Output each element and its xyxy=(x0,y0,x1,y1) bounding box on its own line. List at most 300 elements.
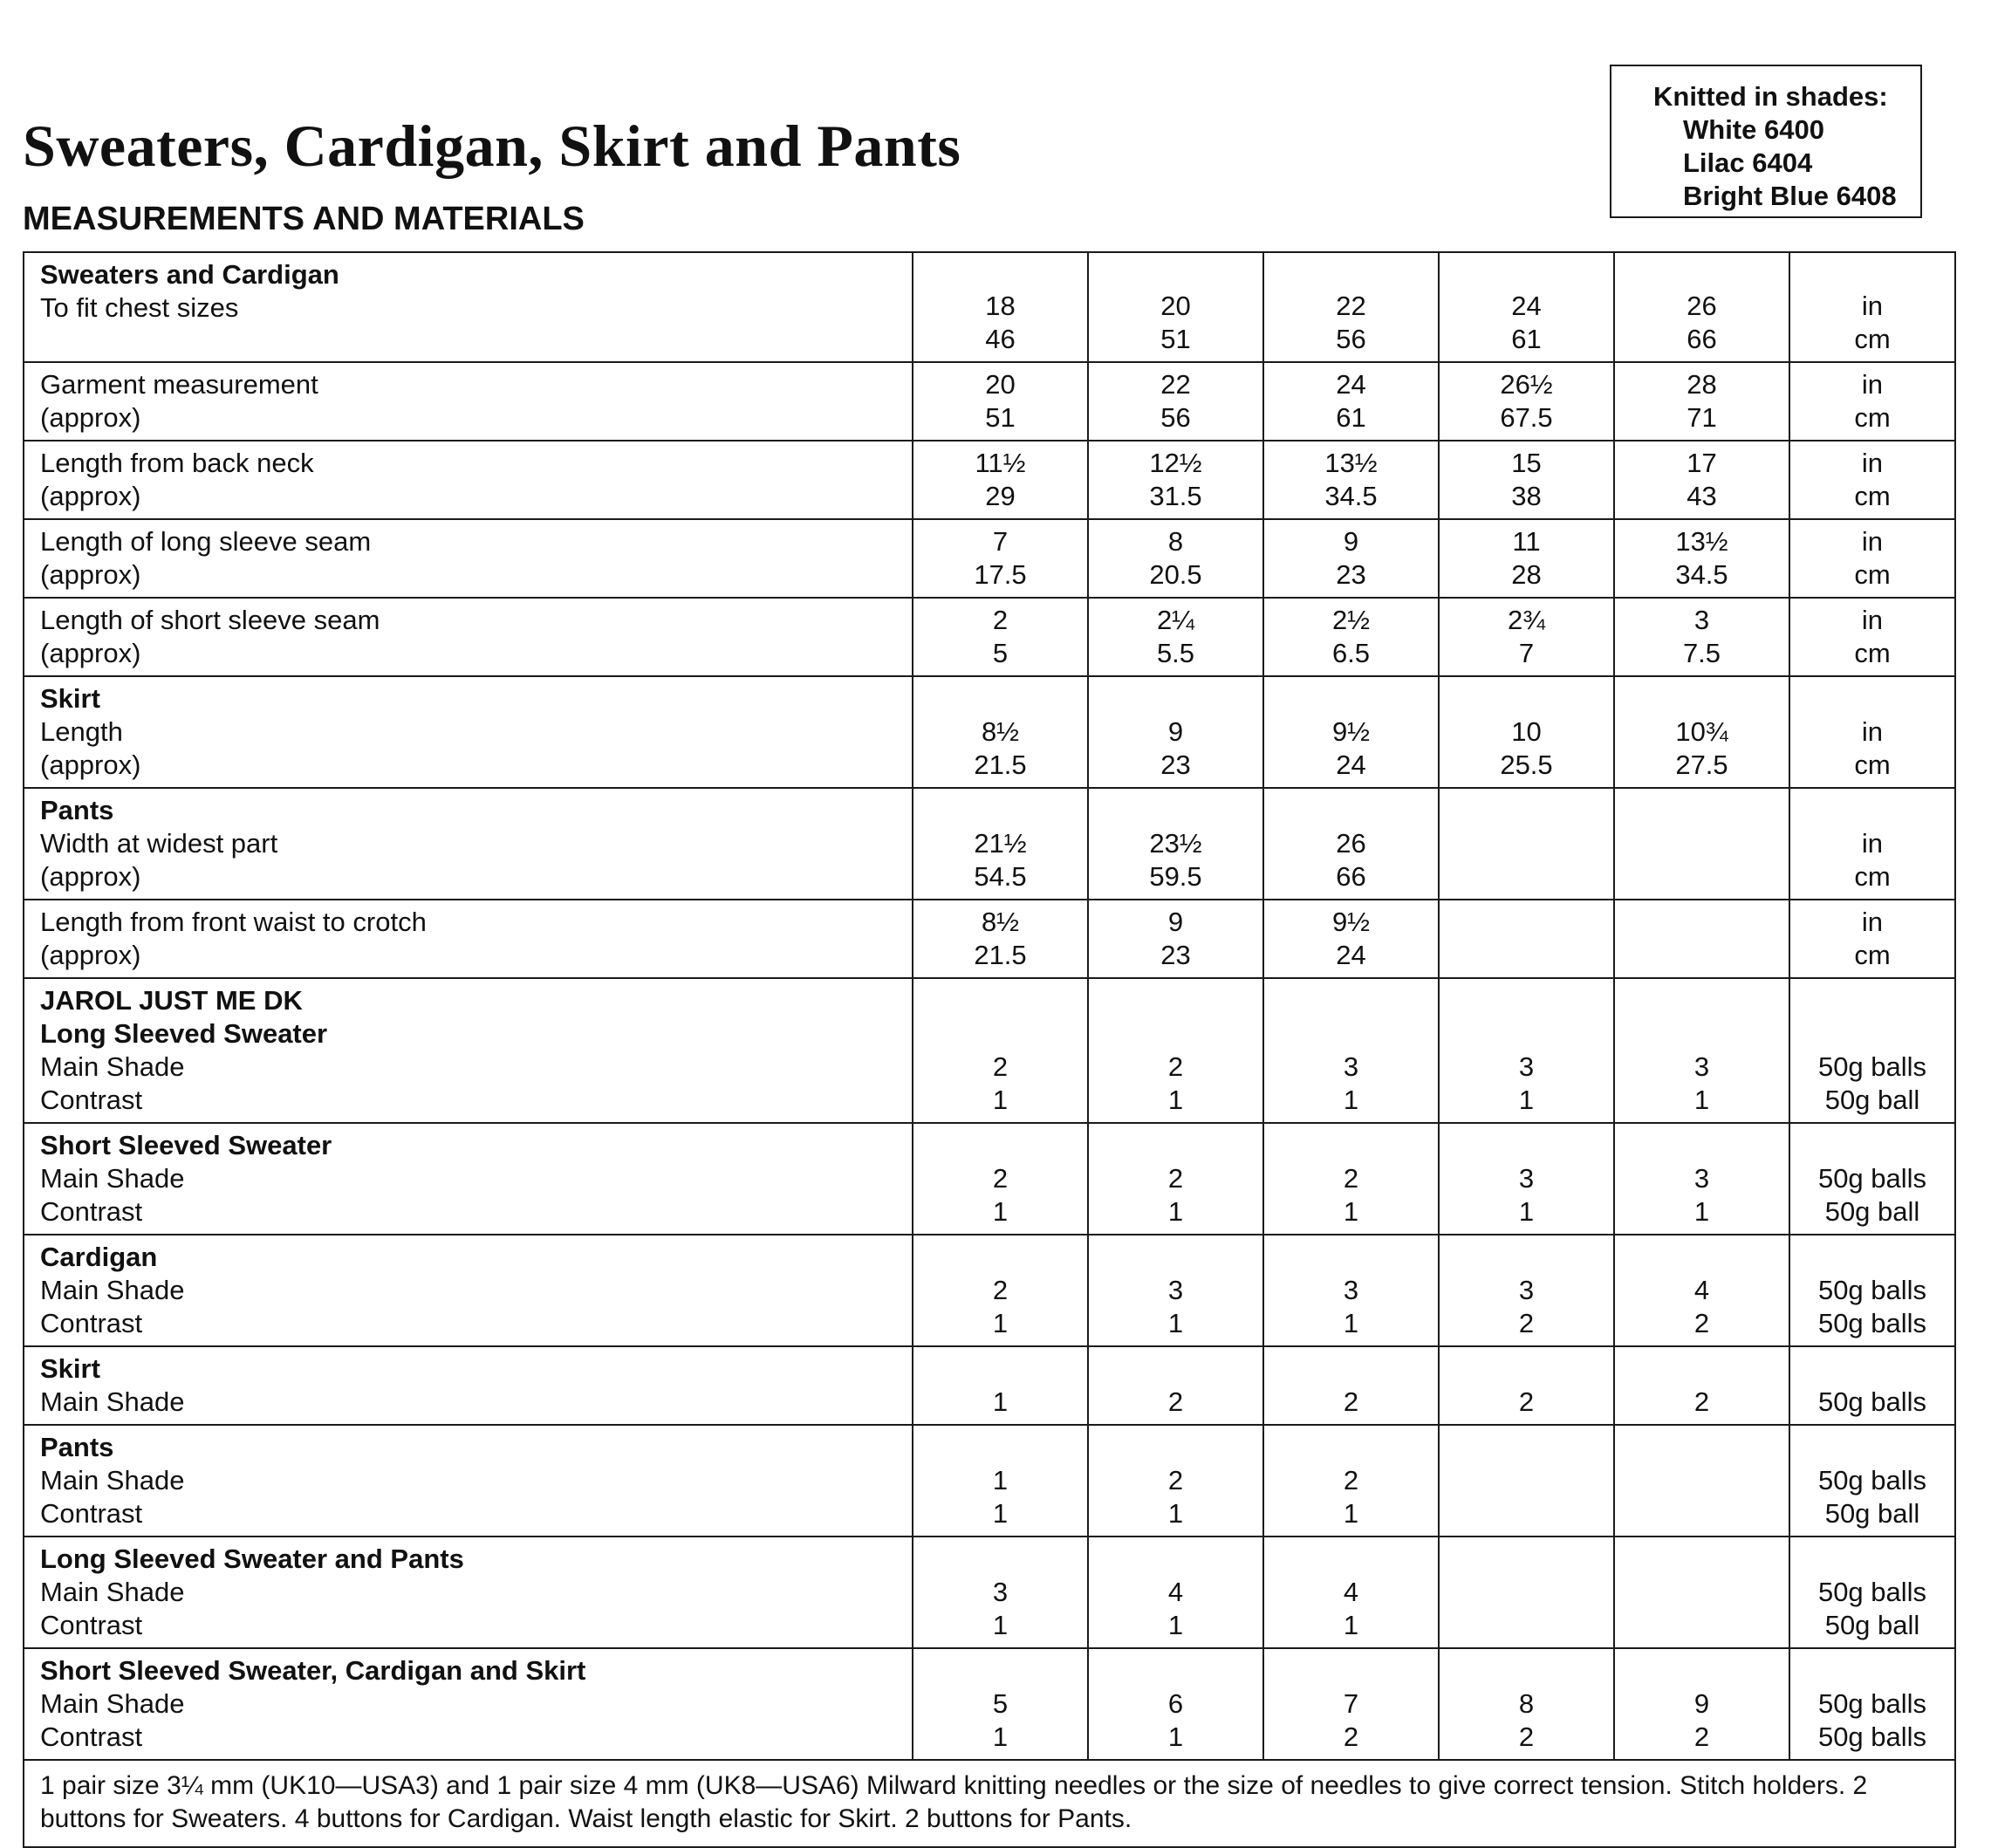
row-label xyxy=(24,441,913,519)
cell-value: 1 xyxy=(992,1085,1009,1115)
cell-value: 2 xyxy=(1518,1386,1535,1417)
size-cell xyxy=(913,1425,1088,1537)
unit-label: 50g balls xyxy=(1817,1688,1927,1719)
cell-value: 71 xyxy=(1687,402,1717,433)
cell-value: 8½ xyxy=(981,716,1020,747)
row-label-line: (approx) xyxy=(40,861,141,892)
materials-footer-row xyxy=(24,1760,1955,1847)
cell-value: 2 xyxy=(992,1275,1009,1305)
row-label-line: Main Shade xyxy=(40,1275,185,1305)
table-row xyxy=(24,1537,1955,1648)
cell-value: 2 xyxy=(1343,1465,1359,1496)
shades-box xyxy=(1610,65,1922,218)
cell-value: 20 xyxy=(1160,291,1191,321)
table-row xyxy=(24,441,1955,519)
cell-value: 31.5 xyxy=(1149,481,1202,511)
cell-value: 1 xyxy=(1343,1196,1359,1227)
cell-value: 9½ xyxy=(1331,716,1371,747)
cell-value: 5.5 xyxy=(1156,638,1195,668)
cell-value: 1 xyxy=(992,1721,1009,1752)
row-label-line: (approx) xyxy=(40,481,141,511)
unit-label: 50g ball xyxy=(1824,1196,1920,1227)
cell-value: 66 xyxy=(1336,861,1366,892)
cell-value: 61 xyxy=(1511,324,1542,354)
cell-value: 2 xyxy=(1693,1308,1710,1338)
size-cell xyxy=(1614,441,1789,519)
section-subtitle: MEASUREMENTS AND MATERIALS xyxy=(23,201,585,237)
size-cell xyxy=(1263,900,1439,978)
unit-label: 50g balls xyxy=(1817,1577,1927,1607)
size-cell xyxy=(1263,978,1439,1123)
cell-value: 59.5 xyxy=(1149,861,1202,892)
cell-value: 1 xyxy=(992,1465,1009,1496)
row-label xyxy=(24,676,913,788)
size-cell xyxy=(1439,1123,1614,1235)
cell-value: 11 xyxy=(1512,526,1541,557)
cell-value: 1 xyxy=(992,1610,1009,1640)
size-cell xyxy=(913,900,1088,978)
cell-value: 1 xyxy=(1343,1498,1359,1529)
cell-value: 7 xyxy=(1518,638,1535,668)
size-cell xyxy=(1614,598,1789,676)
shade-white: White 6400 xyxy=(1683,114,1824,145)
shade-lilac: Lilac 6404 xyxy=(1683,147,1813,178)
cell-value: 2 xyxy=(992,1051,1009,1082)
unit-label: cm xyxy=(1854,559,1891,590)
size-cell xyxy=(1088,598,1263,676)
unit-label: cm xyxy=(1854,324,1891,354)
row-label xyxy=(24,519,913,598)
size-cell xyxy=(1614,252,1789,362)
size-cell xyxy=(1439,598,1614,676)
size-cell xyxy=(1088,441,1263,519)
size-cell xyxy=(1263,1648,1439,1760)
cell-value: 2 xyxy=(1343,1386,1359,1417)
size-cell xyxy=(1614,1123,1789,1235)
unit-cell xyxy=(1789,252,1955,362)
row-label xyxy=(24,1537,913,1648)
size-cell xyxy=(1263,676,1439,788)
cell-value: 24 xyxy=(1336,369,1366,400)
row-label-line: Main Shade xyxy=(40,1163,185,1194)
row-heading: Cardigan xyxy=(40,1242,158,1272)
cell-value: 2 xyxy=(1167,1386,1184,1417)
row-label-line: Length of short sleeve seam xyxy=(40,605,380,635)
row-label xyxy=(24,1425,913,1537)
cell-value: 51 xyxy=(985,402,1016,433)
size-cell xyxy=(913,441,1088,519)
row-label-line: Length xyxy=(40,716,123,747)
table-row xyxy=(24,900,1955,978)
measurements-table xyxy=(23,251,1956,1848)
cell-value: 2 xyxy=(1343,1721,1359,1752)
size-cell xyxy=(1263,788,1439,900)
cell-value: 2 xyxy=(1518,1721,1535,1752)
size-cell xyxy=(1088,1123,1263,1235)
size-cell xyxy=(1439,978,1614,1123)
size-cell xyxy=(1088,900,1263,978)
unit-cell xyxy=(1789,978,1955,1123)
cell-value: 20.5 xyxy=(1149,559,1202,590)
unit-cell xyxy=(1789,1537,1955,1648)
size-cell xyxy=(1088,252,1263,362)
table-row xyxy=(24,598,1955,676)
size-cell xyxy=(1088,519,1263,598)
unit-label: 50g balls xyxy=(1817,1386,1927,1417)
cell-value: 13½ xyxy=(1324,448,1378,478)
unit-cell xyxy=(1789,598,1955,676)
cell-value: 38 xyxy=(1511,481,1542,511)
cell-value: 24 xyxy=(1336,749,1366,780)
cell-value: 5 xyxy=(992,1688,1009,1719)
cell-value: 20 xyxy=(985,369,1016,400)
row-label-line: Length of long sleeve seam xyxy=(40,526,372,557)
row-label-line: Length from back neck xyxy=(40,448,314,478)
cell-value: 2 xyxy=(1167,1051,1184,1082)
cell-value: 29 xyxy=(985,481,1016,511)
unit-label: 50g balls xyxy=(1817,1275,1927,1305)
size-cell xyxy=(1263,1425,1439,1537)
cell-value: 12½ xyxy=(1149,448,1202,478)
row-heading: Pants xyxy=(40,1432,114,1462)
unit-cell xyxy=(1789,519,1955,598)
unit-label: 50g balls xyxy=(1817,1051,1927,1082)
cell-value: 10 xyxy=(1511,716,1542,747)
cell-value: 1 xyxy=(992,1308,1009,1338)
size-cell xyxy=(1088,362,1263,441)
unit-cell xyxy=(1789,441,1955,519)
size-cell xyxy=(1614,788,1789,900)
cell-value: 24 xyxy=(1511,291,1542,321)
row-heading: Short Sleeved Sweater, Cardigan and Skirt xyxy=(40,1655,586,1686)
unit-cell xyxy=(1789,676,1955,788)
row-label-line: To fit chest sizes xyxy=(40,292,239,323)
size-cell xyxy=(1614,1425,1789,1537)
size-cell xyxy=(913,978,1088,1123)
cell-value: 4 xyxy=(1167,1577,1184,1607)
unit-label: cm xyxy=(1854,940,1891,970)
row-label-line: (approx) xyxy=(40,749,141,780)
cell-value: 3 xyxy=(1343,1051,1359,1082)
cell-value: 28 xyxy=(1511,559,1542,590)
row-label xyxy=(24,1123,913,1235)
cell-value: 2 xyxy=(992,1163,1009,1194)
size-cell xyxy=(1614,900,1789,978)
size-cell xyxy=(1614,362,1789,441)
row-label-line: Main Shade xyxy=(40,1051,185,1082)
table-row xyxy=(24,788,1955,900)
cell-value: 7.5 xyxy=(1682,638,1721,668)
cell-value: 43 xyxy=(1687,481,1717,511)
size-cell xyxy=(1439,1346,1614,1425)
cell-value: 1 xyxy=(1167,1196,1184,1227)
size-cell xyxy=(1088,1648,1263,1760)
row-heading: Long Sleeved Sweater xyxy=(40,1018,328,1049)
size-cell xyxy=(913,1648,1088,1760)
size-cell xyxy=(1439,252,1614,362)
row-label xyxy=(24,1235,913,1346)
row-label-line: (approx) xyxy=(40,559,141,590)
size-cell xyxy=(1439,519,1614,598)
unit-cell xyxy=(1789,1425,1955,1537)
unit-label: cm xyxy=(1854,749,1891,780)
row-heading: Long Sleeved Sweater and Pants xyxy=(40,1543,464,1574)
row-label-line: Width at widest part xyxy=(40,828,278,859)
table-row xyxy=(24,1425,1955,1537)
cell-value: 1 xyxy=(1167,1085,1184,1115)
cell-value: 1 xyxy=(1343,1610,1359,1640)
cell-value: 61 xyxy=(1336,402,1366,433)
unit-label: 50g ball xyxy=(1824,1498,1920,1529)
cell-value: 5 xyxy=(992,638,1009,668)
row-label-line: Contrast xyxy=(40,1085,143,1115)
size-cell xyxy=(1614,1235,1789,1346)
cell-value: 1 xyxy=(1167,1308,1184,1338)
cell-value: 21.5 xyxy=(974,940,1027,970)
size-cell xyxy=(1439,1648,1614,1760)
shade-bright-blue: Bright Blue 6408 xyxy=(1683,181,1897,211)
cell-value: 3 xyxy=(992,1577,1009,1607)
row-label xyxy=(24,900,913,978)
table-row xyxy=(24,676,1955,788)
unit-label: in xyxy=(1861,605,1884,635)
size-cell xyxy=(1263,1235,1439,1346)
cell-value: 3 xyxy=(1693,1163,1710,1194)
cell-value: 1 xyxy=(1167,1498,1184,1529)
size-cell xyxy=(913,519,1088,598)
table-row xyxy=(24,362,1955,441)
cell-value: 54.5 xyxy=(974,861,1027,892)
cell-value: 6 xyxy=(1167,1688,1184,1719)
size-cell xyxy=(913,362,1088,441)
size-cell xyxy=(913,788,1088,900)
cell-value: 2 xyxy=(1693,1386,1710,1417)
cell-value: 2¼ xyxy=(1156,605,1195,635)
row-label-line: (approx) xyxy=(40,402,141,433)
unit-label: in xyxy=(1861,716,1884,747)
unit-label: 50g balls xyxy=(1817,1163,1927,1194)
cell-value: 7 xyxy=(1343,1688,1359,1719)
size-cell xyxy=(913,598,1088,676)
unit-cell xyxy=(1789,788,1955,900)
cell-value: 1 xyxy=(1693,1085,1710,1115)
cell-value: 8 xyxy=(1167,526,1184,557)
cell-value: 34.5 xyxy=(1675,559,1728,590)
measurements-body xyxy=(24,252,1955,1760)
cell-value: 1 xyxy=(992,1386,1009,1417)
unit-label: 50g balls xyxy=(1817,1465,1927,1496)
unit-label: in xyxy=(1861,369,1884,400)
cell-value: 18 xyxy=(985,291,1016,321)
unit-label: 50g balls xyxy=(1817,1308,1927,1338)
size-cell xyxy=(913,676,1088,788)
cell-value: 3 xyxy=(1167,1275,1184,1305)
cell-value: 1 xyxy=(1167,1721,1184,1752)
cell-value: 7 xyxy=(992,526,1009,557)
cell-value: 9 xyxy=(1167,716,1184,747)
unit-cell xyxy=(1789,362,1955,441)
row-label xyxy=(24,978,913,1123)
unit-label: in xyxy=(1861,828,1884,859)
size-cell xyxy=(1439,676,1614,788)
cell-value: 9 xyxy=(1693,1688,1710,1719)
size-cell xyxy=(1088,1537,1263,1648)
cell-value: 21.5 xyxy=(974,749,1027,780)
row-label xyxy=(24,1346,913,1425)
size-cell xyxy=(1263,1123,1439,1235)
row-heading: Skirt xyxy=(40,683,100,714)
row-label xyxy=(24,1648,913,1760)
cell-value: 17.5 xyxy=(974,559,1027,590)
size-cell xyxy=(1263,519,1439,598)
size-cell xyxy=(1614,978,1789,1123)
cell-value: 15 xyxy=(1511,448,1542,478)
cell-value: 10¾ xyxy=(1675,716,1728,747)
size-cell xyxy=(1439,1235,1614,1346)
size-cell xyxy=(913,252,1088,362)
cell-value: 2 xyxy=(1167,1163,1184,1194)
unit-label: 50g balls xyxy=(1817,1721,1927,1752)
unit-label: cm xyxy=(1854,481,1891,511)
row-label-line: (approx) xyxy=(40,638,141,668)
size-cell xyxy=(1088,1235,1263,1346)
row-label-line: Garment measurement xyxy=(40,369,318,400)
cell-value: 67.5 xyxy=(1500,402,1553,433)
cell-value: 4 xyxy=(1343,1577,1359,1607)
table-row xyxy=(24,1346,1955,1425)
size-cell xyxy=(913,1537,1088,1648)
cell-value: 1 xyxy=(1343,1085,1359,1115)
size-cell xyxy=(1088,978,1263,1123)
unit-cell xyxy=(1789,1346,1955,1425)
cell-value: 3 xyxy=(1518,1163,1535,1194)
cell-value: 22 xyxy=(1336,291,1366,321)
size-cell xyxy=(1439,441,1614,519)
cell-value: 6.5 xyxy=(1331,638,1371,668)
cell-value: 28 xyxy=(1687,369,1717,400)
table-row xyxy=(24,519,1955,598)
row-label-line: Contrast xyxy=(40,1308,143,1338)
cell-value: 8 xyxy=(1518,1688,1535,1719)
cell-value: 9½ xyxy=(1331,907,1371,937)
size-cell xyxy=(913,1123,1088,1235)
cell-value: 17 xyxy=(1687,448,1717,478)
cell-value: 23 xyxy=(1160,749,1191,780)
cell-value: 11½ xyxy=(975,448,1026,478)
cell-value: 8½ xyxy=(981,907,1020,937)
size-cell xyxy=(1439,900,1614,978)
unit-cell xyxy=(1789,1123,1955,1235)
size-cell xyxy=(913,1346,1088,1425)
cell-value: 2 xyxy=(1518,1308,1535,1338)
materials-note: 1 pair size 3¼ mm (UK10—USA3) and 1 pair size 4 mm (UK8—USA6) Milward knitting needles or the size of needles to give correct tension. Stitch holders. 2 buttons for Sweaters. 4 buttons for Cardigan. Waist length elastic for Skirt. 2 buttons for Pants. xyxy=(24,1760,1955,1847)
row-label xyxy=(24,252,913,362)
cell-value: 3 xyxy=(1693,605,1710,635)
table-row xyxy=(24,1648,1955,1760)
cell-value: 23 xyxy=(1336,559,1366,590)
cell-value: 34.5 xyxy=(1324,481,1378,511)
cell-value: 26 xyxy=(1687,291,1717,321)
size-cell xyxy=(1263,1346,1439,1425)
unit-cell xyxy=(1789,1235,1955,1346)
row-heading: Pants xyxy=(40,795,114,825)
row-label-line: Main Shade xyxy=(40,1688,185,1719)
size-cell xyxy=(1439,1425,1614,1537)
cell-value: 3 xyxy=(1693,1051,1710,1082)
cell-value: 3 xyxy=(1518,1051,1535,1082)
row-heading: Skirt xyxy=(40,1353,100,1384)
unit-label: in xyxy=(1861,448,1884,478)
cell-value: 3 xyxy=(1518,1275,1535,1305)
row-heading: JAROL JUST ME DK xyxy=(40,985,303,1016)
cell-value: 1 xyxy=(1518,1196,1535,1227)
row-label-line: Contrast xyxy=(40,1721,143,1752)
size-cell xyxy=(1614,519,1789,598)
unit-label: in xyxy=(1861,907,1884,937)
cell-value: 23 xyxy=(1160,940,1191,970)
row-label-line: Contrast xyxy=(40,1196,143,1227)
size-cell xyxy=(1088,1425,1263,1537)
size-cell xyxy=(1088,788,1263,900)
cell-value: 46 xyxy=(985,324,1016,354)
unit-label: cm xyxy=(1854,638,1891,668)
cell-value: 66 xyxy=(1687,324,1717,354)
cell-value: 4 xyxy=(1693,1275,1710,1305)
row-label-line: Main Shade xyxy=(40,1386,185,1417)
size-cell xyxy=(1439,1537,1614,1648)
cell-value: 2½ xyxy=(1331,605,1371,635)
table-row xyxy=(24,1123,1955,1235)
cell-value: 21½ xyxy=(974,828,1027,859)
cell-value: 13½ xyxy=(1675,526,1728,557)
unit-cell xyxy=(1789,900,1955,978)
row-label xyxy=(24,598,913,676)
cell-value: 25.5 xyxy=(1500,749,1553,780)
size-cell xyxy=(1263,362,1439,441)
unit-cell xyxy=(1789,1648,1955,1760)
cell-value: 26 xyxy=(1336,828,1366,859)
cell-value: 1 xyxy=(1167,1610,1184,1640)
size-cell xyxy=(913,1235,1088,1346)
size-cell xyxy=(1088,676,1263,788)
cell-value: 2 xyxy=(1693,1721,1710,1752)
unit-label: 50g ball xyxy=(1824,1610,1920,1640)
cell-value: 24 xyxy=(1336,940,1366,970)
cell-value: 3 xyxy=(1343,1275,1359,1305)
cell-value: 2¾ xyxy=(1507,605,1546,635)
cell-value: 26½ xyxy=(1500,369,1553,400)
row-heading: Sweaters and Cardigan xyxy=(40,259,339,290)
cell-value: 23½ xyxy=(1149,828,1202,859)
cell-value: 1 xyxy=(1518,1085,1535,1115)
cell-value: 56 xyxy=(1160,402,1191,433)
cell-value: 9 xyxy=(1167,907,1184,937)
size-cell xyxy=(1263,441,1439,519)
cell-value: 1 xyxy=(992,1196,1009,1227)
cell-value: 2 xyxy=(1343,1163,1359,1194)
size-cell xyxy=(1263,598,1439,676)
size-cell xyxy=(1439,362,1614,441)
size-cell xyxy=(1088,1346,1263,1425)
cell-value: 1 xyxy=(1693,1196,1710,1227)
cell-value: 1 xyxy=(1343,1308,1359,1338)
unit-label: cm xyxy=(1854,402,1891,433)
shades-heading: Knitted in shades: xyxy=(1653,81,1888,112)
row-label-line: Main Shade xyxy=(40,1577,185,1607)
cell-value: 22 xyxy=(1160,369,1191,400)
cell-value: 1 xyxy=(992,1498,1009,1529)
size-cell xyxy=(1614,676,1789,788)
